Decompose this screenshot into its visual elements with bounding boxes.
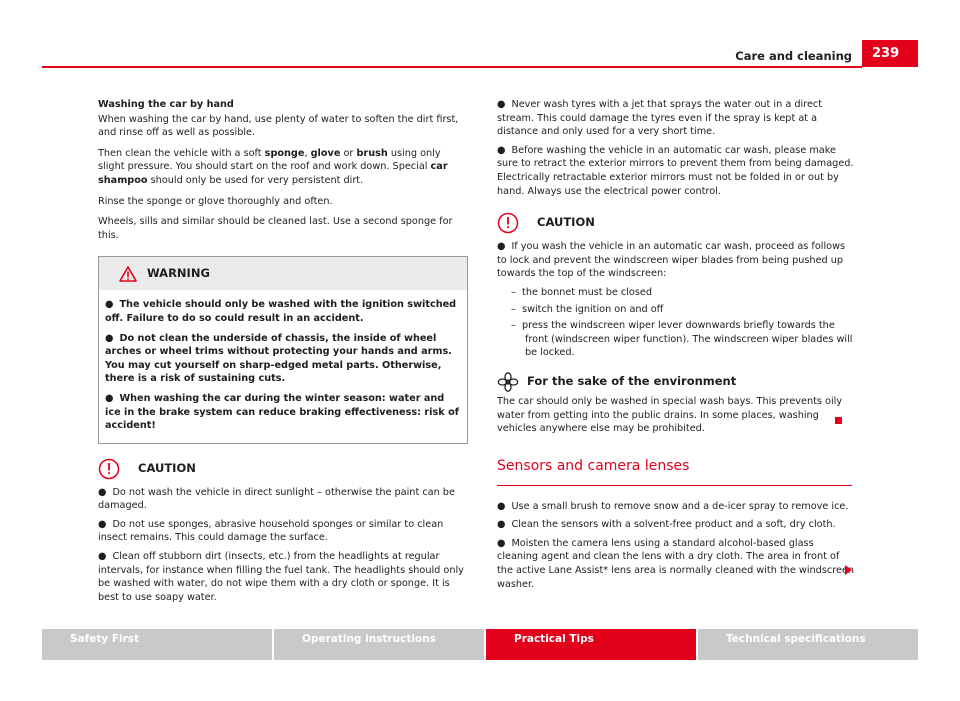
warning-triangle-icon bbox=[119, 266, 137, 282]
section-title: Sensors and camera lenses bbox=[497, 457, 690, 474]
list-item: ● Clean the sensors with a solvent-free product and a soft, dry cloth. bbox=[497, 519, 836, 531]
keyword-sponge: sponge bbox=[264, 147, 305, 159]
paragraph: Wheels, sills and similar should be cleaned last. Use a second sponge for this. bbox=[98, 216, 453, 241]
keyword-glove: glove bbox=[310, 147, 341, 159]
footer-tab-practical-tips[interactable]: Practical Tips bbox=[486, 629, 696, 660]
caution-step: – switch the ignition on and off bbox=[511, 303, 664, 315]
keyword-brush: brush bbox=[356, 147, 388, 159]
caution-item: ● Clean off stubborn dirt (insects, etc.) from the headlights at regular intervals, for instance when filling the fuel tank. The headlights should only be washed with water, do not wipe them with a dry cloth or sponge. It is best to use soapy water. bbox=[98, 551, 464, 603]
washing-heading: Washing the car by hand bbox=[98, 99, 234, 110]
paragraph: Then clean the vehicle with a soft sponge, glove or brush using only slight pressure. You should start on the roof and work down. Special car shampoo should only be used for very persistent dirt. bbox=[98, 147, 448, 186]
paragraph: Rinse the sponge or glove thoroughly and often. bbox=[98, 195, 333, 207]
list-item: ● Never wash tyres with a jet that sprays the water out in a direct stream. This could damage the tyres even if the spray is kept at a distance and only used for a very short time. bbox=[497, 99, 823, 138]
continue-arrow-icon bbox=[845, 565, 852, 575]
caution-header bbox=[497, 212, 855, 234]
environment-header bbox=[497, 372, 855, 392]
caution-title: CAUTION bbox=[138, 460, 196, 475]
warning-item: ● Do not clean the underside of chassis, the inside of wheel arches or wheel trims without protecting your hands and arms. You may cut yourself on sharp-edged metal parts. Otherwise, there is a risk of sustaining cuts. bbox=[105, 332, 452, 385]
caution-step: – press the windscreen wiper lever downwards briefly towards the front (windscreen wiper function). The windscreen wiper blades will be locked. bbox=[511, 320, 853, 359]
caution-step: – the bonnet must be closed bbox=[511, 286, 652, 298]
caution-item: ● Do not wash the vehicle in direct sunlight – otherwise the paint can be damaged. bbox=[98, 486, 455, 512]
paragraph: When washing the car by hand, use plenty of water to soften the dirt first, and rinse off as well as possible. bbox=[98, 113, 459, 139]
list-item: ● Before washing the vehicle in an automatic car wash, please make sure to retract the exterior mirrors to prevent them from being damaged. Electrically retractable exterior mirrors must not be folded in or out by hand. Always use the electrical power control. bbox=[497, 144, 854, 197]
page-number: 239 bbox=[862, 40, 918, 67]
list-item: ● Moisten the camera lens using a standard alcohol-based glass cleaning agent and clean the lens with a dry cloth. The area in front of the active Lane Assist* lens area is normally cleaned with the windscreen washer. bbox=[497, 537, 855, 590]
warning-item: ● When washing the car during the winter season: water and ice in the brake system can reduce braking effectiveness: risk of accident! bbox=[105, 392, 459, 432]
section-end-mark bbox=[835, 417, 842, 424]
footer-tab-safety-first[interactable]: Safety First bbox=[42, 629, 272, 660]
caution-title: CAUTION bbox=[537, 215, 595, 230]
right-column bbox=[497, 98, 855, 596]
keyword-car-shampoo: car shampoo bbox=[98, 161, 448, 186]
warning-title: WARNING bbox=[147, 266, 210, 281]
environment-title: For the sake of the environment bbox=[527, 374, 737, 389]
caution-icon bbox=[98, 458, 120, 480]
footer-nav bbox=[42, 629, 918, 660]
header-rule bbox=[42, 66, 862, 68]
chapter-title: Care and cleaning bbox=[735, 49, 852, 63]
warning-body bbox=[99, 290, 467, 442]
footer-tab-technical-specifications[interactable]: Technical specifications bbox=[698, 629, 918, 660]
warning-box bbox=[98, 256, 468, 443]
caution-header bbox=[98, 458, 468, 480]
caution-item: ● Do not use sponges, abrasive household sponges or similar to clean insect remains. This could damage the surface. bbox=[98, 518, 444, 544]
warning-item: ● The vehicle should only be washed with the ignition switched off. Failure to do so could result in an accident. bbox=[105, 299, 457, 324]
footer-tab-operating-instructions[interactable]: Operating instructions bbox=[274, 629, 484, 660]
caution-intro: ● If you wash the vehicle in an automatic car wash, proceed as follows to lock and prevent the windscreen wiper blades from being pushed up towards the top of the windscreen: bbox=[497, 241, 846, 280]
left-column bbox=[98, 98, 468, 609]
environment-text: The car should only be washed in special wash bays. This prevents oily water from getting into the public drains. In some places, washing vehicles anywhere else may be prohibited. bbox=[497, 395, 843, 435]
section-rule bbox=[497, 485, 852, 486]
caution-icon bbox=[497, 212, 519, 234]
list-item: ● Use a small brush to remove snow and a de-icer spray to remove ice. bbox=[497, 500, 849, 512]
warning-header bbox=[99, 257, 467, 290]
flower-icon bbox=[497, 372, 519, 392]
